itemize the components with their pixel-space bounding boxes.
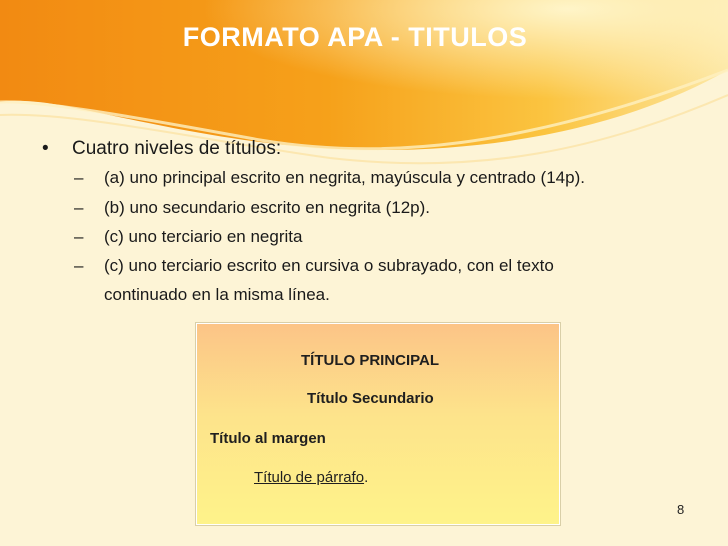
page-number: 8	[677, 502, 685, 517]
subitem-text: (a) uno principal escrito en negrita, mayúscula y centrado (14p).	[104, 168, 585, 187]
subitem-marker: –	[74, 168, 84, 187]
subitem-marker: –	[74, 227, 84, 246]
figure-paragraph-title-text: Título de párrafo	[254, 469, 365, 486]
subitem-text: (c) uno terciario escrito en cursiva o subrayado, con el texto	[104, 256, 554, 275]
figure-secondary-title: Título Secundario	[307, 390, 434, 407]
bullet-marker: •	[42, 138, 49, 159]
subitem-text: (b) uno secundario escrito en negrita (12p).	[104, 198, 431, 217]
figure-principal-title: TÍTULO PRINCIPAL	[301, 352, 440, 369]
bullet-text: Cuatro niveles de títulos:	[72, 138, 282, 159]
figure-paragraph-title	[254, 469, 368, 486]
subitem-marker: –	[74, 198, 84, 217]
figure-paragraph-period: .	[364, 469, 369, 486]
slide-title: FORMATO APA - TITULOS	[182, 22, 528, 52]
subitem-continuation: continuado en la misma línea.	[104, 285, 330, 304]
subitem-marker: –	[74, 256, 84, 275]
figure-margin-title: Título al margen	[210, 430, 326, 447]
heading-levels-figure	[196, 323, 560, 525]
subitem-text: (c) uno terciario en negrita	[104, 227, 303, 246]
